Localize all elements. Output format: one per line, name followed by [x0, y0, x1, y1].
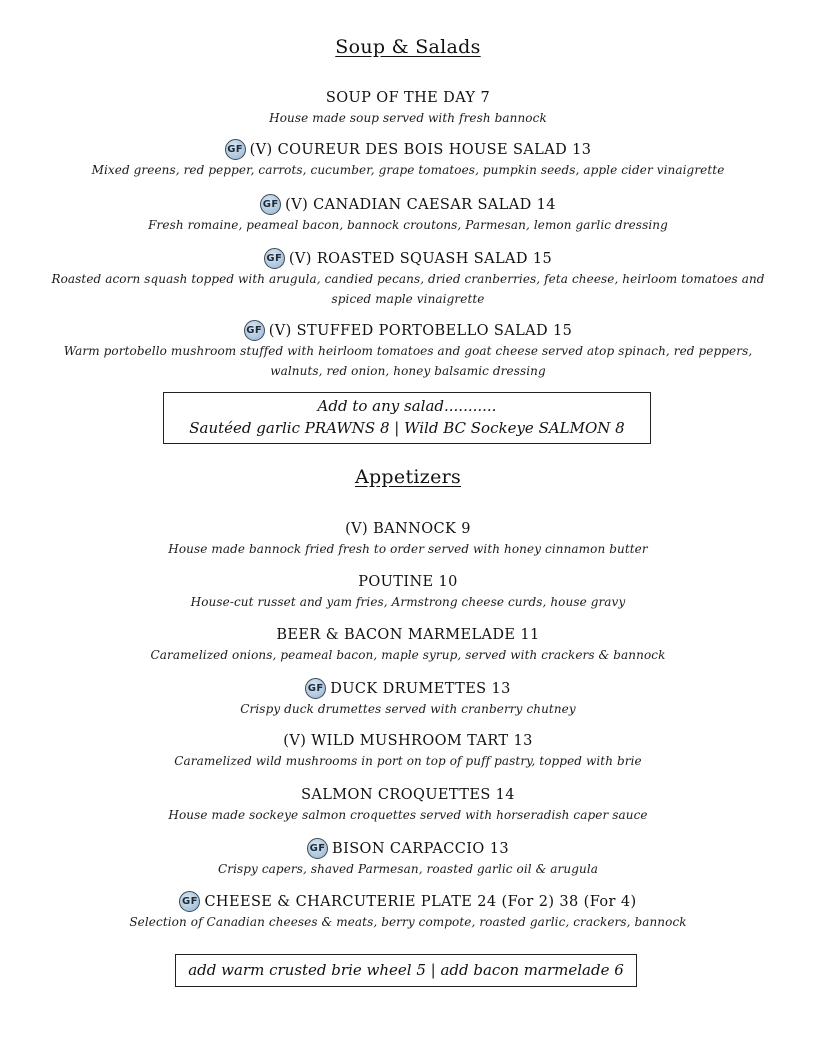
item-description: House made bannock fried fresh to order served with honey cinnamon butter — [168, 542, 648, 556]
gluten-free-icon: GF — [260, 194, 281, 215]
item-description: House-cut russet and yam fries, Armstrong cheese curds, house gravy — [190, 595, 626, 609]
item-name: SALMON CROQUETTES 14 — [301, 787, 515, 803]
item-description: Crispy duck drumettes served with cranberry chutney — [240, 702, 576, 716]
item-name: BISON CARPACCIO 13 — [332, 840, 509, 857]
gluten-free-icon: GF — [264, 248, 285, 269]
menu-item-beer-bacon-marmelade — [40, 625, 776, 665]
menu-item-caesar-salad — [40, 194, 776, 235]
item-name: (V) BANNOCK 9 — [345, 521, 471, 537]
menu-item-mushroom-tart — [40, 731, 776, 771]
addon-options: Sautéed garlic PRAWNS 8 | Wild BC Sockeye SALMON 8 — [189, 419, 625, 437]
menu-item-squash-salad — [40, 248, 776, 309]
appetizers-heading: Appetizers — [354, 466, 462, 488]
menu-item-portobello-salad — [40, 320, 776, 381]
item-name: (V) COUREUR DES BOIS HOUSE SALAD 13 — [249, 141, 592, 158]
menu-item-bannock — [40, 519, 776, 559]
item-description: Warm portobello mushroom stuffed with heirloom tomatoes and goat cheese served atop spinach, red peppers, walnuts, red onion, honey balsamic dressing — [63, 344, 753, 378]
item-name: BEER & BACON MARMELADE 11 — [276, 627, 540, 643]
item-description: Fresh romaine, peameal bacon, bannock croutons, Parmesan, lemon garlic dressing — [148, 218, 668, 232]
menu-item-duck-drumettes — [40, 678, 776, 719]
menu-item-salmon-croquettes — [40, 785, 776, 825]
item-description: Caramelized wild mushrooms in port on top of puff pastry, topped with brie — [174, 754, 642, 768]
gluten-free-icon: GF — [225, 139, 246, 160]
item-description: Crispy capers, shaved Parmesan, roasted garlic oil & arugula — [217, 862, 599, 876]
item-description: Roasted acorn squash topped with arugula, candied pecans, dried cranberries, feta cheese, heirloom tomatoes and spiced maple vinaigrette — [51, 272, 765, 306]
addon-heading: Add to any salad........... — [317, 397, 497, 415]
item-name: SOUP OF THE DAY 7 — [325, 90, 491, 106]
item-description: Selection of Canadian cheeses & meats, berry compote, roasted garlic, crackers, bannock — [129, 915, 687, 929]
gluten-free-icon: GF — [307, 838, 328, 859]
gluten-free-icon: GF — [179, 891, 200, 912]
item-description: House made sockeye salmon croquettes served with horseradish caper sauce — [168, 808, 648, 822]
menu-item-cheese-charcuterie — [40, 891, 776, 932]
item-description: House made soup served with fresh bannock — [269, 111, 547, 125]
salad-addon-box — [163, 392, 651, 444]
menu-item-poutine — [40, 572, 776, 612]
menu-item-soup-of-the-day — [40, 88, 776, 128]
item-description: Caramelized onions, peameal bacon, maple syrup, served with crackers & bannock — [150, 648, 666, 662]
appetizer-addon-box — [175, 954, 637, 987]
item-name: POUTINE 10 — [358, 574, 458, 590]
item-name: CHEESE & CHARCUTERIE PLATE 24 (For 2) 38 (For 4) — [204, 893, 637, 910]
item-description: Mixed greens, red pepper, carrots, cucumber, grape tomatoes, pumpkin seeds, apple cider vinaigrette — [91, 163, 725, 177]
item-name: (V) STUFFED PORTOBELLO SALAD 15 — [268, 322, 573, 339]
menu-item-house-salad — [40, 139, 776, 180]
item-name: DUCK DRUMETTES 13 — [330, 680, 511, 697]
gluten-free-icon: GF — [244, 320, 265, 341]
item-name: (V) ROASTED SQUASH SALAD 15 — [288, 250, 553, 267]
addon-options: add warm crusted brie wheel 5 | add bacon marmelade 6 — [188, 961, 624, 979]
gluten-free-icon: GF — [305, 678, 326, 699]
item-name: (V) WILD MUSHROOM TART 13 — [283, 733, 533, 749]
item-name: (V) CANADIAN CAESAR SALAD 14 — [285, 196, 556, 213]
menu-item-bison-carpaccio — [40, 838, 776, 879]
soup-salads-heading: Soup & Salads — [335, 36, 481, 58]
